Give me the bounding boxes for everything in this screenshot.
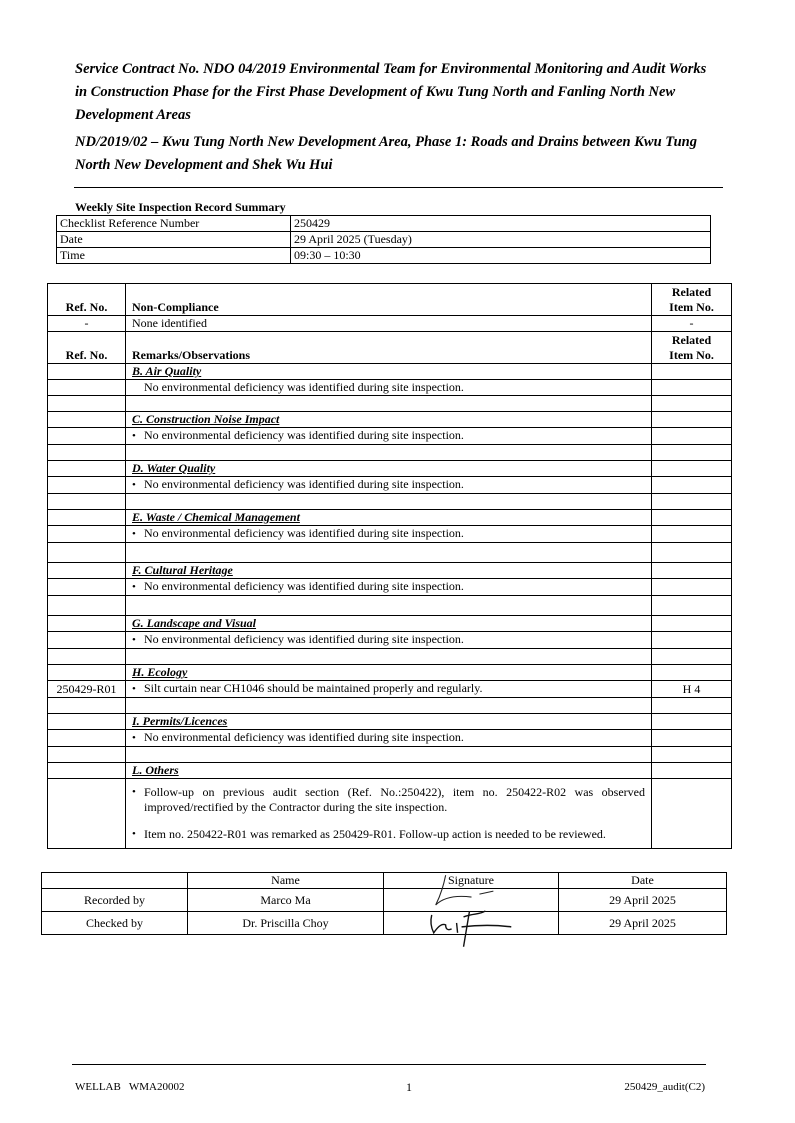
section-title <box>126 665 652 681</box>
signoff-date: 29 April 2025 <box>559 912 727 935</box>
others-remarks <box>126 779 652 849</box>
remark-row <box>48 681 732 698</box>
signoff-signature-header: Signature <box>384 873 559 889</box>
signoff-role: Checked by <box>42 912 188 935</box>
remark-item <box>126 526 652 543</box>
spacer-row <box>48 445 732 461</box>
remark-text: No environmental deficiency was identified during site inspection. <box>144 526 464 540</box>
contract-title: Service Contract No. NDO 04/2019 Environmental Team for Environmental Monitoring and Audit Works in Construction Phase for the First Phase Development of Kwu Tung North and Fanling North New Development Areas <box>75 61 707 123</box>
remark-item <box>132 785 645 815</box>
section-title <box>126 510 652 526</box>
info-value: 29 April 2025 (Tuesday) <box>291 232 711 248</box>
noncompliance-related: - <box>652 316 732 332</box>
related-header-line2: Item No. <box>669 347 714 362</box>
document-header <box>75 58 715 177</box>
signoff-row <box>42 889 727 912</box>
remark-related: H 4 <box>652 681 732 698</box>
remarks-header: Remarks/Observations <box>126 332 652 364</box>
project-title: ND/2019/02 – Kwu Tung North New Development Area, Phase 1: Roads and Drains between Kwu Tung North New Development and Shek Wu Hui <box>75 134 697 173</box>
related-header <box>652 332 732 364</box>
signoff-header-row <box>42 873 727 889</box>
section-title-text: F. Cultural Heritage <box>132 563 233 577</box>
remark-text: No environmental deficiency was identified during site inspection. <box>126 380 652 396</box>
remark-item <box>132 827 645 842</box>
bullet-icon: • <box>132 732 136 744</box>
remark-text: No environmental deficiency was identified during site inspection. <box>144 579 464 593</box>
info-label: Date <box>57 232 291 248</box>
signature-cell <box>384 889 559 912</box>
signoff-role: Recorded by <box>42 889 188 912</box>
signoff-name: Marco Ma <box>188 889 384 912</box>
remark-row <box>48 730 732 747</box>
spacer-row <box>48 649 732 665</box>
spacer-row <box>48 698 732 714</box>
remark-row <box>48 526 732 543</box>
footer-divider <box>72 1064 706 1065</box>
section-title <box>126 364 652 380</box>
signoff-date-header: Date <box>559 873 727 889</box>
remark-row <box>48 579 732 596</box>
section-title-text: L. Others <box>132 763 179 777</box>
remark-text: No environmental deficiency was identified during site inspection. <box>144 632 464 646</box>
info-row <box>57 216 711 232</box>
remark-item <box>126 632 652 649</box>
section-title-text: H. Ecology <box>132 665 188 679</box>
noncompliance-header-row <box>48 284 732 316</box>
remark-item <box>126 681 652 698</box>
section-title-row <box>48 616 732 632</box>
remark-text: No environmental deficiency was identified during site inspection. <box>144 477 464 491</box>
noncompliance-header: Non-Compliance <box>126 284 652 316</box>
signoff-name: Dr. Priscilla Choy <box>188 912 384 935</box>
info-row <box>57 232 711 248</box>
remark-item <box>126 730 652 747</box>
signoff-table <box>41 872 727 935</box>
spacer-row <box>48 747 732 763</box>
section-title <box>126 412 652 428</box>
summary-caption: Weekly Site Inspection Record Summary <box>75 200 286 214</box>
spacer-row <box>48 494 732 510</box>
section-title-row <box>48 763 732 779</box>
section-title-row <box>48 665 732 681</box>
info-label: Time <box>57 248 291 264</box>
section-title-row <box>48 461 732 477</box>
remark-row <box>48 477 732 494</box>
footer-document-id: 250429_audit(C2) <box>624 1081 705 1093</box>
signoff-date: 29 April 2025 <box>559 889 727 912</box>
noncompliance-ref: - <box>48 316 126 332</box>
info-row <box>57 248 711 264</box>
ref-header: Ref. No. <box>48 284 126 316</box>
signature-cell <box>384 912 559 935</box>
remark-item <box>126 428 652 445</box>
header-divider <box>74 187 723 188</box>
section-title-row <box>48 510 732 526</box>
bullet-icon: • <box>132 828 136 840</box>
page-number: 1 <box>406 1080 412 1094</box>
section-title-text: C. Construction Noise Impact <box>132 412 280 426</box>
remark-item <box>126 579 652 596</box>
bullet-icon: • <box>132 581 136 593</box>
remark-row <box>48 380 732 396</box>
remark-text: No environmental deficiency was identified during site inspection. <box>144 730 464 744</box>
signoff-row <box>42 912 727 935</box>
section-title-row <box>48 714 732 730</box>
remark-text: No environmental deficiency was identified during site inspection. <box>144 428 464 442</box>
section-title-row <box>48 412 732 428</box>
section-title <box>126 763 652 779</box>
section-title-text: B. Air Quality <box>132 364 202 378</box>
bullet-icon: • <box>132 786 136 798</box>
remark-text: Follow-up on previous audit section (Ref. No.:250422), item no. 250422-R02 was observed improved/rectified by the Contractor during the site inspection. <box>144 785 645 814</box>
bullet-icon: • <box>132 634 136 646</box>
remark-row <box>48 632 732 649</box>
spacer-row <box>48 543 732 563</box>
info-value: 09:30 – 10:30 <box>291 248 711 264</box>
section-title-text: I. Permits/Licences <box>132 714 228 728</box>
remark-row <box>48 428 732 445</box>
inspection-record-table <box>47 283 732 849</box>
section-title <box>126 461 652 477</box>
signoff-name-header: Name <box>188 873 384 889</box>
remark-row <box>48 779 732 849</box>
remark-text: Item no. 250422-R01 was remarked as 250429-R01. Follow-up action is needed to be reviewed. <box>144 827 606 841</box>
related-header-line1: Related <box>671 332 712 347</box>
related-header-line2: Item No. <box>669 299 714 314</box>
section-title <box>126 616 652 632</box>
remark-text: Silt curtain near CH1046 should be maintained properly and regularly. <box>144 681 483 695</box>
bullet-icon: • <box>132 683 136 695</box>
related-header <box>652 284 732 316</box>
bullet-icon: • <box>132 479 136 491</box>
remark-item <box>126 477 652 494</box>
info-label: Checklist Reference Number <box>57 216 291 232</box>
remark-ref: 250429-R01 <box>48 681 126 698</box>
section-title-row <box>48 364 732 380</box>
section-title <box>126 714 652 730</box>
footer-reference: WELLAB WMA20002 <box>75 1081 185 1093</box>
spacer-row <box>48 596 732 616</box>
noncompliance-text: None identified <box>126 316 652 332</box>
signoff-blank-header <box>42 873 188 889</box>
section-title-text: D. Water Quality <box>132 461 216 475</box>
spacer-row <box>48 396 732 412</box>
bullet-icon: • <box>132 430 136 442</box>
section-title <box>126 563 652 579</box>
related-header-line1: Related <box>671 284 712 299</box>
info-value: 250429 <box>291 216 711 232</box>
inspection-info-table <box>56 215 711 264</box>
ref-header: Ref. No. <box>48 332 126 364</box>
section-title-text: E. Waste / Chemical Management <box>132 510 300 524</box>
remarks-header-row <box>48 332 732 364</box>
section-title-text: G. Landscape and Visual <box>132 616 257 630</box>
bullet-icon: • <box>132 528 136 540</box>
noncompliance-row <box>48 316 732 332</box>
section-title-row <box>48 563 732 579</box>
